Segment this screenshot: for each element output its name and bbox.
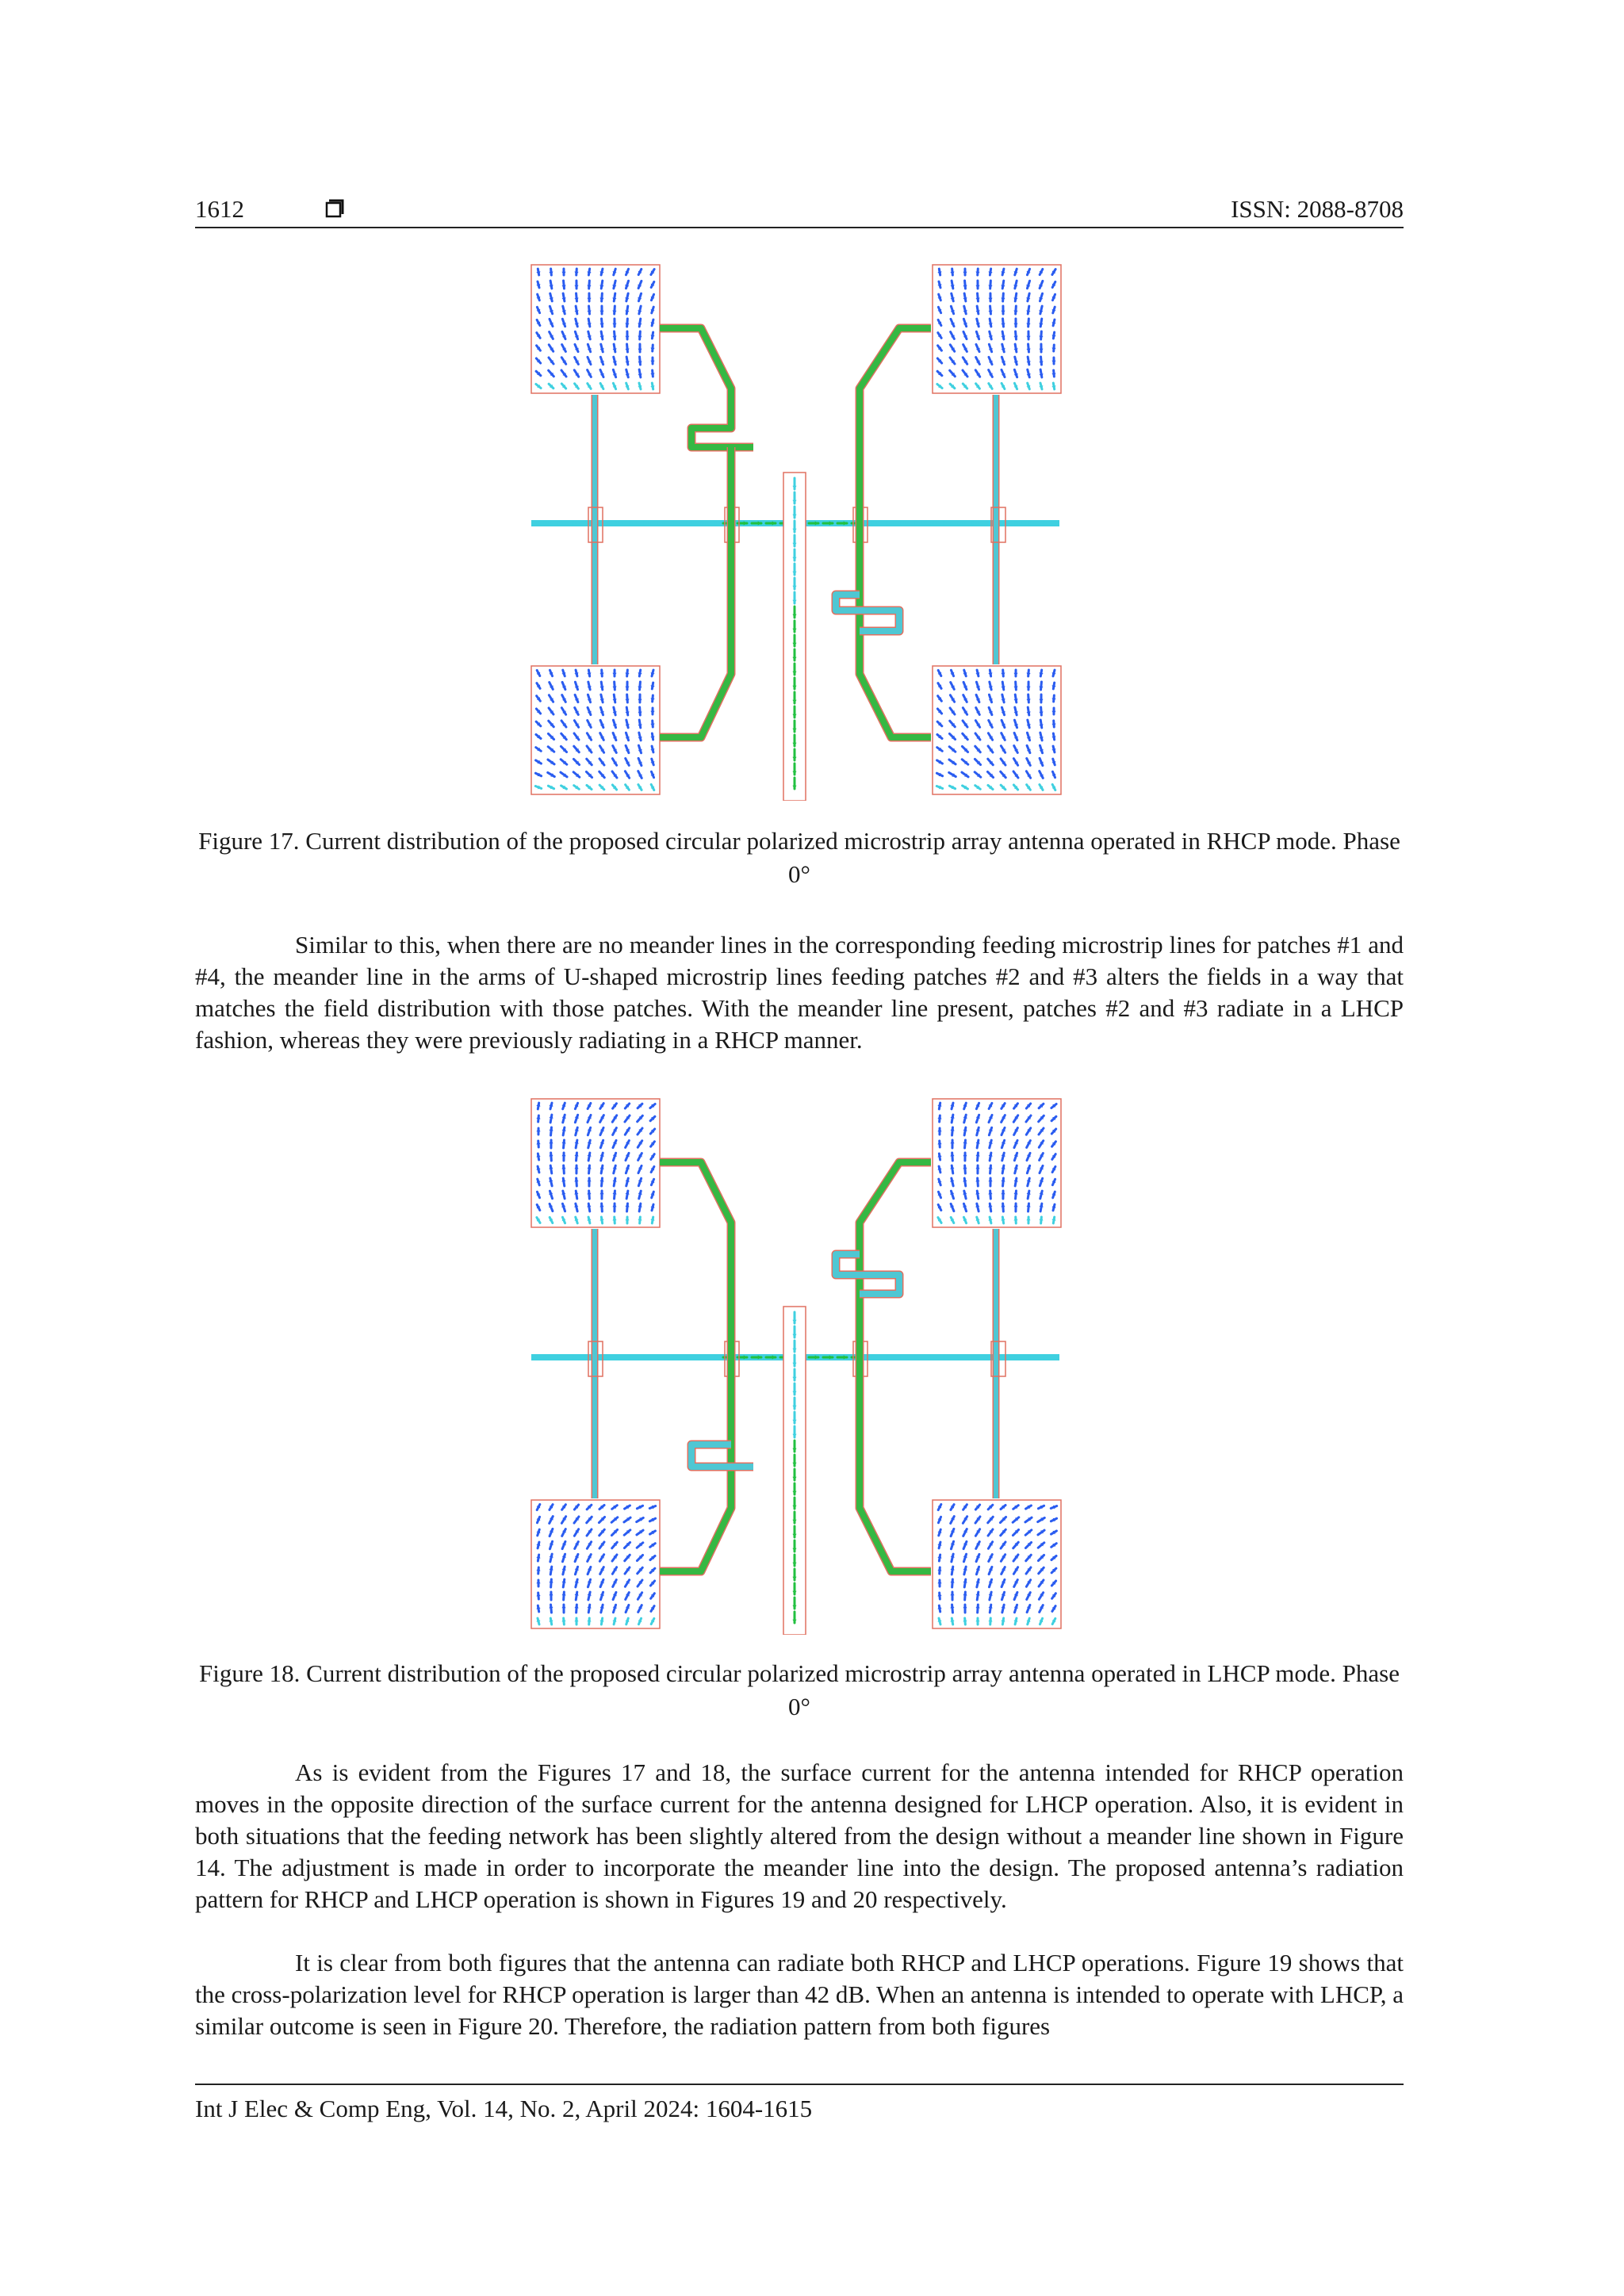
patch-1 <box>531 1099 660 1227</box>
patch-1 <box>531 265 660 393</box>
patch-2 <box>933 1099 1061 1227</box>
figure-18 <box>527 1096 1064 1635</box>
patch-2 <box>933 265 1061 393</box>
figure-17-caption: Figure 17. Current distribution of the proposed circular polarized microstrip array antenna operated in RHCP mode. Phase 0° <box>198 827 1400 888</box>
patch-4 <box>933 1500 1061 1628</box>
arm-right <box>860 328 931 737</box>
figure-17 <box>527 262 1064 801</box>
footer-citation: Int J Elec & Comp Eng, Vol. 14, No. 2, April 2024: 1604-1615 <box>195 2095 813 2122</box>
meander-lower-left <box>691 1445 753 1467</box>
issn: ISSN: 2088-8708 <box>1231 195 1404 223</box>
header-rule <box>195 227 1404 228</box>
ballot-box-icon <box>325 199 344 218</box>
body-paragraph: As is evident from the Figures 17 and 18, the surface current for the antenna intended for RHCP operation moves in the opposite direction of the surface current for the antenna designed for LHCP operation. Also, it is evident in both situations that the feeding network has been slightly altered from the design without a meander line shown in Figure 14. The adjustment is made in order to incorporate the meander line into the design. The proposed antenna’s radiation pattern for RHCP and LHCP operation is shown in Figures 19 and 20 respectively. <box>195 1758 1404 1913</box>
arm-left <box>660 1162 731 1571</box>
patch-3 <box>531 666 660 794</box>
patch-3 <box>531 1500 660 1628</box>
body-paragraph: Similar to this, when there are no meander lines in the corresponding feeding microstrip lines for patches #1 and #4, the meander line in the arms of U-shaped microstrip lines feeding patches #2 and #3 alters the fields in a way that matches the field distribution with those patches. With the meander line present, patches #2 and #3 radiate in a LHCP fashion, whereas they were previously radiating in a RHCP manner. <box>195 931 1404 1054</box>
patch-4 <box>933 666 1061 794</box>
page-header <box>195 193 1404 225</box>
body-paragraph: It is clear from both figures that the antenna can radiate both RHCP and LHCP operations. Figure 19 shows that the cross-polarization level for RHCP operation is larger than 42 dB. When an antenna is intended to operate with LHCP, a similar outcome is seen in Figure 20. Therefore, the radiation pattern from both figures <box>195 1949 1404 2040</box>
page-number: 1612 <box>195 195 244 223</box>
figure-18-caption: Figure 18. Current distribution of the proposed circular polarized microstrip array antenna operated in LHCP mode. Phase 0° <box>199 1659 1400 1720</box>
arm-right <box>860 1162 931 1571</box>
footer-rule <box>195 2084 1404 2085</box>
